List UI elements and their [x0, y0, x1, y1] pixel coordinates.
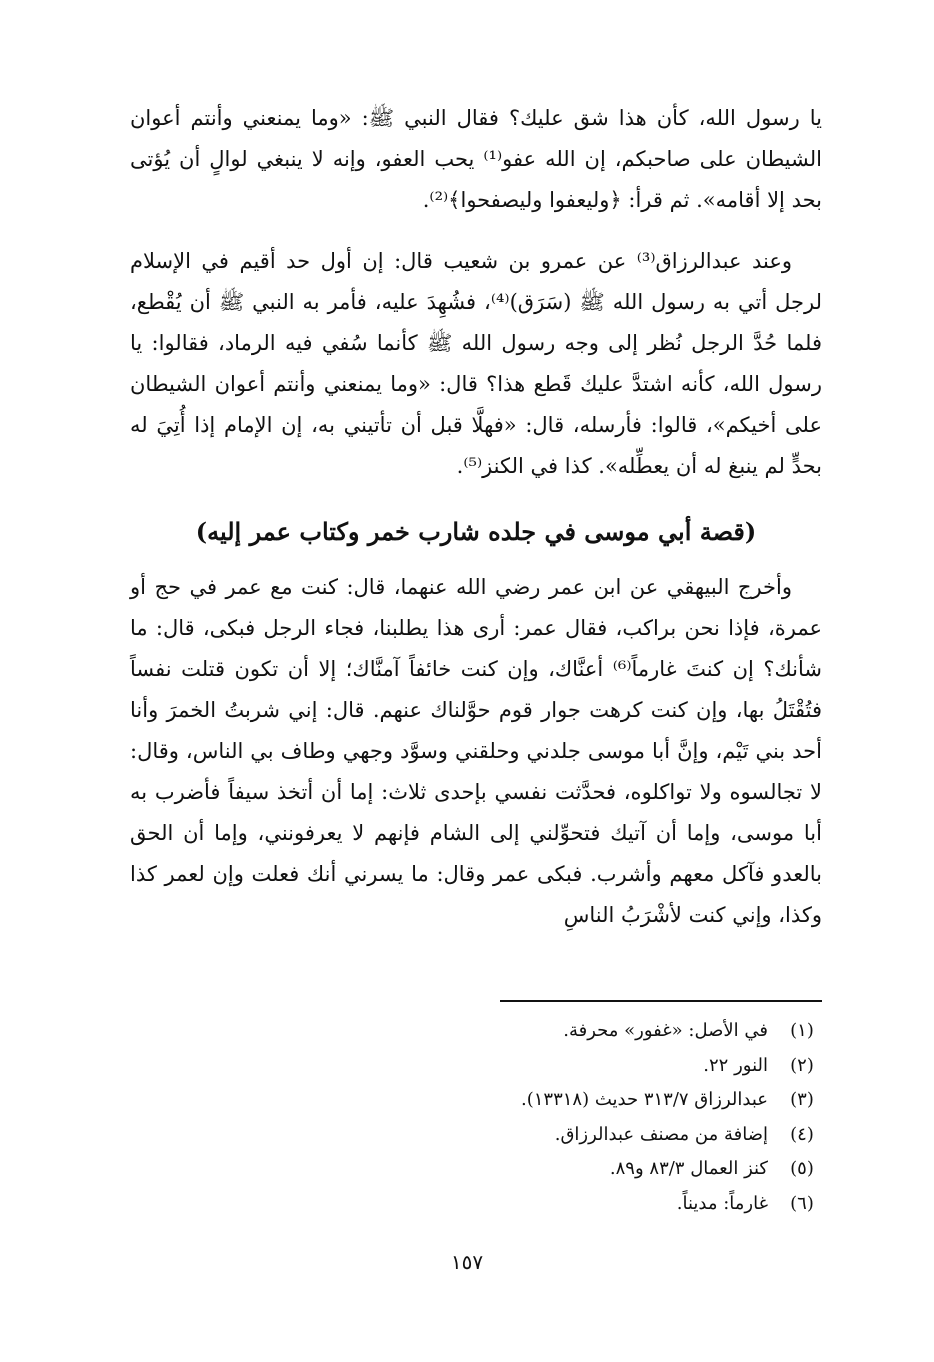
footnote-text: كنز العمال ٨٣/٣ و٨٩. [609, 1158, 768, 1179]
footnote-number: (٢) [790, 1054, 814, 1076]
main-text [130, 98, 822, 936]
footnote-number: (٥) [790, 1158, 814, 1179]
footnote-text: في الأصل: «غفور» محرفة. [563, 1020, 768, 1041]
footnote-number: (١) [790, 1020, 814, 1041]
paragraph-3: وأخرج البيهقي عن ابن عمر رضي الله عنهما، قال: كنت مع عمر في حج أو عمرة، فإذا نحن براكب، فقال عمر: أرى هذا يطلبنا، فجاء الرجل فبكى، قال: ما شأنك؟ إن كنتَ غارماً⁽⁶⁾ أعنَّاك، وإن كنت خائفاً آمنَّاك؛ إلا أن تكون قتلت نفساً فتُقْتَلُ بها، وإن كنت كرهت جوار قوم حوَّلناك عنهم. قال: إني شربتُ الخمرَ وأنا أحد بني تَيْم، وإنَّ أبا موسى جلدني وحلقني وسوَّد وجهي وطاف بي الناس، وقال: لا تجالسوه ولا تواكلوه، فحدَّثت نفسي بإحدى ثلاث: إما أن أتخذ سيفاً فأضرب به أبا موسى، وإما أن آتيك فتحوِّلني إلى الشام فإنهم لا يعرفونني، وإما أن الحق بالعدو فآكل معهم وأشرب. فبكى عمر وقال: ما يسرني أنك فعلت وإن لعمر كذا وكذا، وإني كنت لأشْرَبُ الناسِ [130, 575, 822, 927]
footnote-6 [262, 1187, 822, 1222]
footnote-3 [262, 1083, 822, 1118]
footnote-number: (٤) [790, 1123, 814, 1145]
footnote-text: غارماً: مديناً. [676, 1192, 768, 1214]
footnote-number: (٦) [790, 1192, 814, 1214]
footnotes-list [262, 1014, 822, 1221]
footnote-text: إضافة من مصنف عبدالرزاق. [554, 1123, 768, 1145]
footnote-2 [262, 1049, 822, 1084]
section-heading: (قصة أبي موسى في جلده شارب خمر وكتاب عمر إليه) [195, 517, 757, 546]
paragraph-2: وعند عبدالرزاق⁽³⁾ عن عمرو بن شعيب قال: إن أول حد أقيم في الإسلام لرجل أتي به رسول الله ﷺ (سَرَق)⁽⁴⁾، فشُهِدَ عليه، فأمر به النبي ﷺ أن يُقْطع، فلما حُدَّ الرجل نُظر إلى وجه رسول الله ﷺ كأنما سُفي فيه الرماد، فقالوا: يا رسول الله، كأنه اشتدَّ عليك قَطع هذا؟ قال: «وما يمنعني وأنتم أعوان الشيطان على أخيكم»، قالوا: فأرسله، قال: «فهلَّا قبل أن تأتيني به، إن الإمام إذا أُتِيَ له بحدٍّ لم ينبغ له أن يعطِّله». كذا في الكنز⁽⁵⁾. [130, 249, 822, 478]
footnote-number: (٣) [790, 1089, 814, 1110]
page-number: ١٥٧ [450, 1250, 484, 1274]
footnote-4 [262, 1118, 822, 1153]
footnote-1 [262, 1014, 822, 1049]
footnote-text: عبدالرزاق ٣١٣/٧ حديث (١٣٣١٨). [521, 1089, 768, 1110]
footnote-separator [500, 1000, 822, 1002]
footnote-5 [262, 1152, 822, 1187]
paragraph-1: يا رسول الله، كأن هذا شق عليك؟ فقال النبي ﷺ: «وما يمنعني وأنتم أعوان الشيطان على صاحبكم، إن الله عفو⁽¹⁾ يحب العفو، وإنه لا ينبغي لوالٍ أن يُؤتى بحد إلا أقامه». ثم قرأ: ﴿وليعفوا وليصفحوا﴾⁽²⁾. [130, 106, 822, 212]
footnote-text: النور ٢٢. [703, 1054, 768, 1076]
